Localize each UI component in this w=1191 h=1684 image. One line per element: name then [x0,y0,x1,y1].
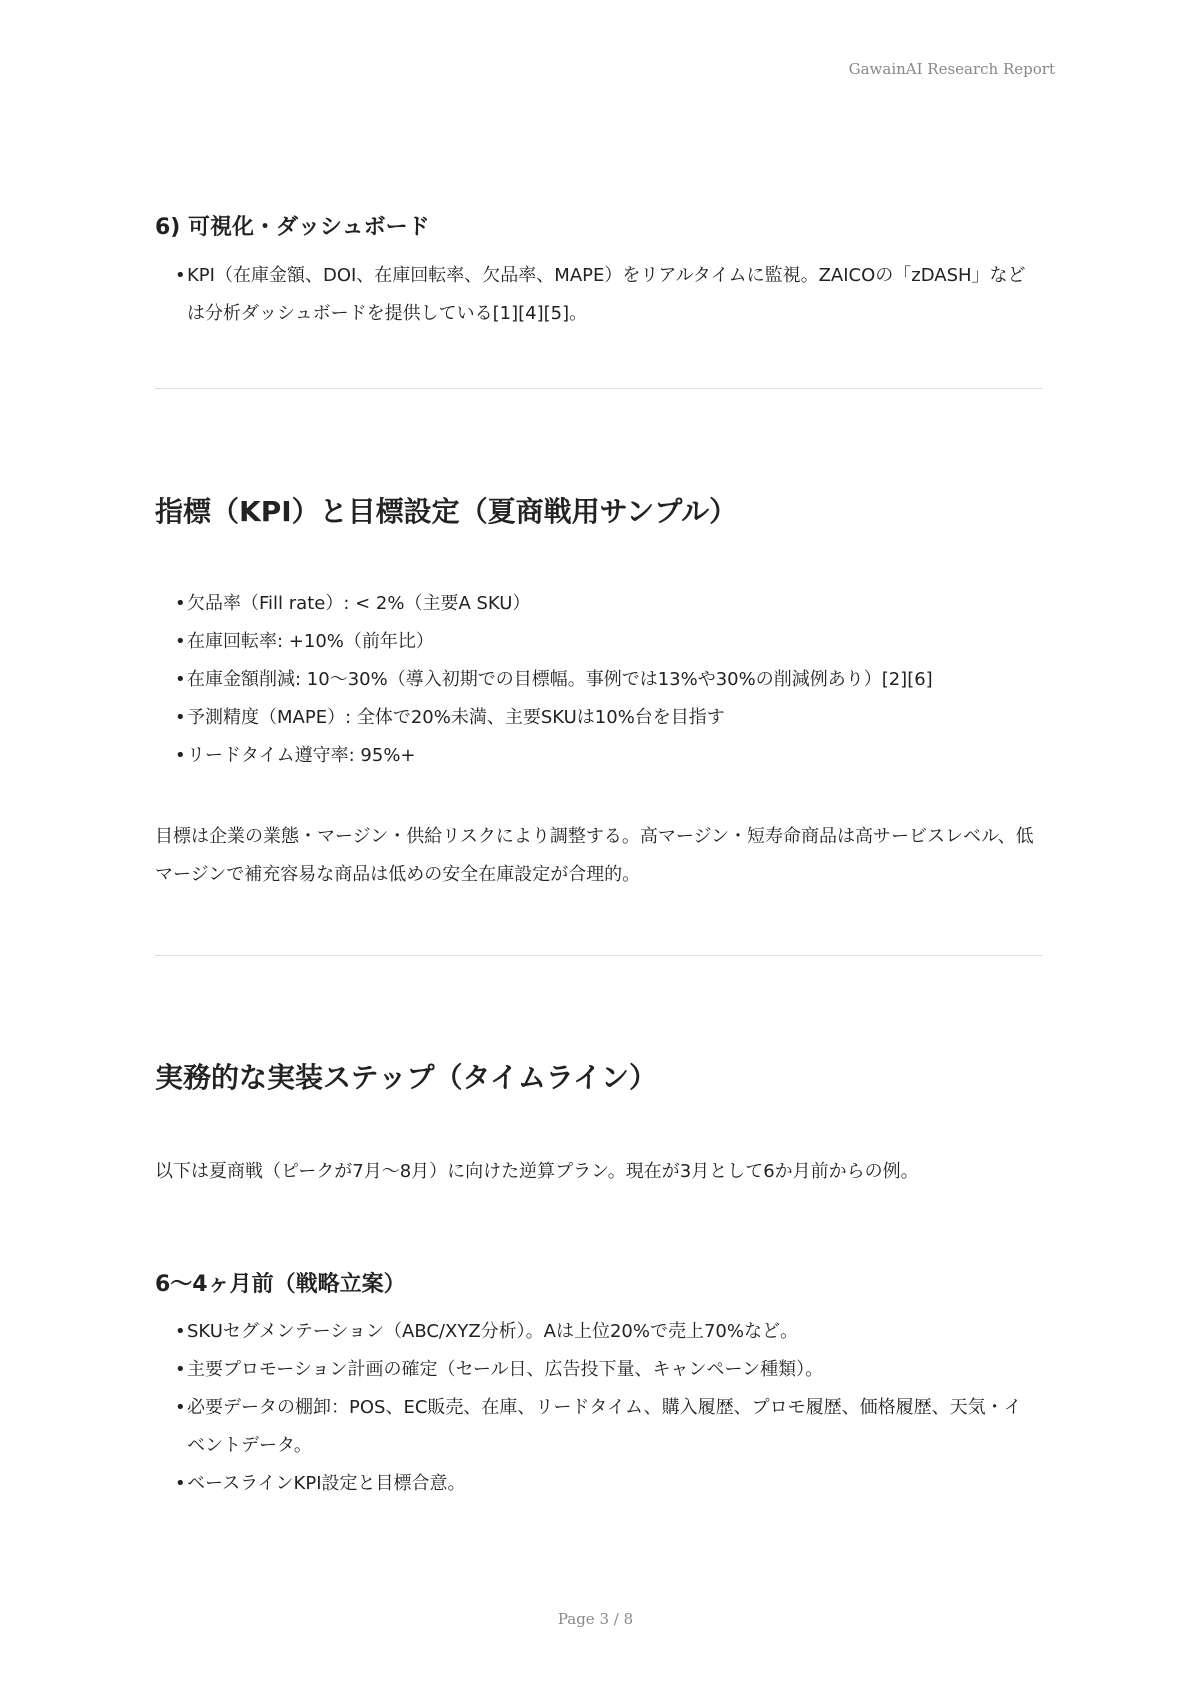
list-item: • 主要プロモーション計画の確定（セール日、広告投下量、キャンペーン種類）。 [175,1351,1035,1389]
kpi-bullet-list [175,585,1035,775]
report-header: GawainAI Research Report [848,60,1055,78]
list-item: • ベースラインKPI設定と目標合意。 [175,1465,1035,1503]
list-item: • 必要データの棚卸：POS、EC販売、在庫、リードタイム、購入履歴、プロモ履歴、価格履歴、天気・イベントデータ。 [175,1389,1035,1465]
section-heading-dashboard: 6) 可視化・ダッシュボード [155,215,430,240]
section-heading-kpi: 指標（KPI）と目標設定（夏商戦用サンプル） [155,495,738,528]
page-number: Page 3 / 8 [557,1610,634,1628]
section-heading-steps: 実務的な実装ステップ（タイムライン） [155,1061,658,1094]
subheading-strategy: 6〜4ヶ月前（戦略立案） [155,1272,406,1297]
list-item: • リードタイム遵守率: 95%+ [175,737,1035,775]
steps-intro: 以下は夏商戦（ピークが7月〜8月）に向けた逆算プラン。現在が3月として6か月前からの例。 [155,1161,919,1182]
list-item: • 在庫金額削減: 10〜30%（導入初期での目標幅。事例では13%や30%の削減例あり）[2][6] [175,661,1035,699]
dashboard-bullet-list [175,257,1035,333]
list-item: • 在庫回転率: +10%（前年比） [175,623,1035,661]
list-item: • 欠品率（Fill rate）: < 2%（主要A SKU） [175,585,1035,623]
list-item: • 予測精度（MAPE）: 全体で20%未満、主要SKUは10%台を目指す [175,699,1035,737]
list-item: • KPI（在庫金額、DOI、在庫回転率、欠品率、MAPE）をリアルタイムに監視。ZAICOの「zDASH」などは分析ダッシュボードを提供している[1][4][5]。 [175,257,1035,333]
divider [155,955,1042,956]
list-item: • SKUセグメンテーション（ABC/XYZ分析）。Aは上位20%で売上70%など。 [175,1313,1035,1351]
steps-bullet-list [175,1313,1035,1503]
kpi-paragraph: 目標は企業の業態・マージン・供給リスクにより調整する。高マージン・短寿命商品は高サービスレベル、低マージンで補充容易な商品は低めの安全在庫設定が合理的。 [155,826,1034,885]
divider [155,388,1042,389]
